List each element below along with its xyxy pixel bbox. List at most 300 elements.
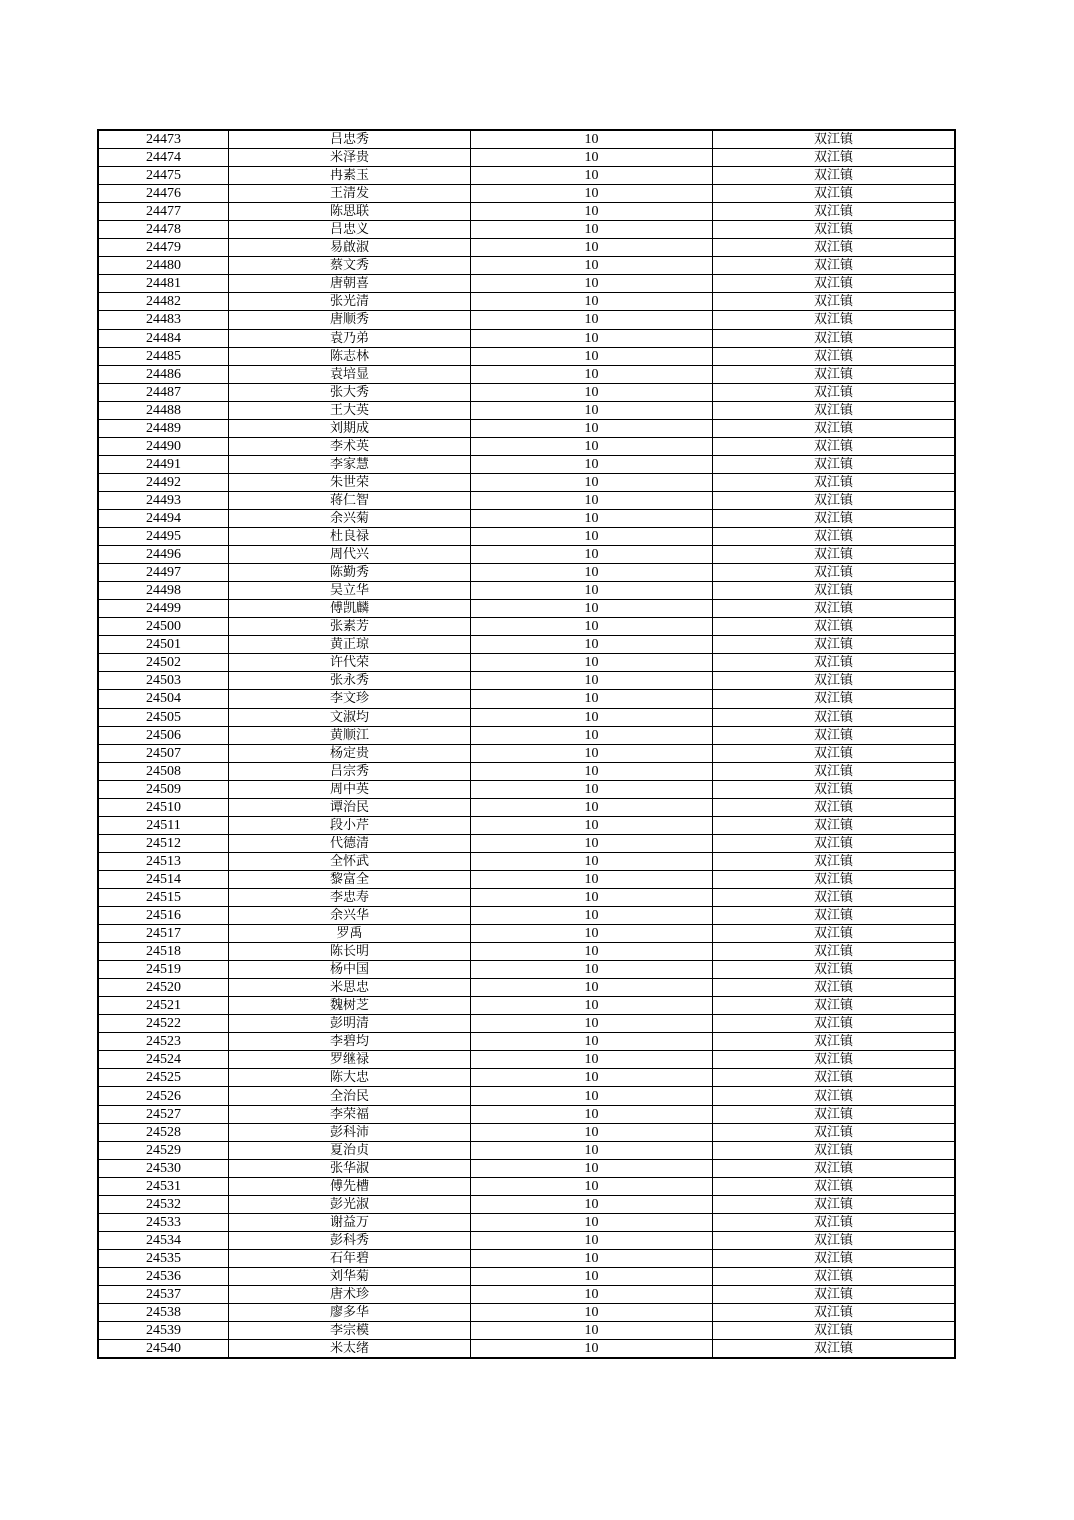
row-id-cell: 24514 <box>98 870 229 888</box>
table-row <box>98 780 955 798</box>
amount-cell: 10 <box>471 293 713 311</box>
name-cell: 吴立华 <box>229 582 471 600</box>
amount-cell: 10 <box>471 455 713 473</box>
town-cell: 双江镇 <box>713 1267 956 1285</box>
amount-cell: 10 <box>471 383 713 401</box>
amount-cell: 10 <box>471 1249 713 1267</box>
town-cell: 双江镇 <box>713 834 956 852</box>
table-row <box>98 564 955 582</box>
row-id-cell: 24477 <box>98 203 229 221</box>
name-cell: 傅凯麟 <box>229 600 471 618</box>
row-id-cell: 24519 <box>98 961 229 979</box>
town-cell: 双江镇 <box>713 564 956 582</box>
amount-cell: 10 <box>471 907 713 925</box>
row-id-cell: 24478 <box>98 221 229 239</box>
amount-cell: 10 <box>471 185 713 203</box>
table-row <box>98 582 955 600</box>
table-row <box>98 618 955 636</box>
row-id-cell: 24529 <box>98 1141 229 1159</box>
row-id-cell: 24539 <box>98 1322 229 1340</box>
table-row <box>98 690 955 708</box>
amount-cell: 10 <box>471 275 713 293</box>
table-row <box>98 1069 955 1087</box>
town-cell: 双江镇 <box>713 636 956 654</box>
table-row <box>98 347 955 365</box>
amount-cell: 10 <box>471 1304 713 1322</box>
name-cell: 李宗模 <box>229 1322 471 1340</box>
table-row <box>98 329 955 347</box>
town-cell: 双江镇 <box>713 997 956 1015</box>
name-cell: 吕忠义 <box>229 221 471 239</box>
town-cell: 双江镇 <box>713 1123 956 1141</box>
row-id-cell: 24503 <box>98 672 229 690</box>
name-cell: 唐朝喜 <box>229 275 471 293</box>
amount-cell: 10 <box>471 816 713 834</box>
name-cell: 廖多华 <box>229 1304 471 1322</box>
name-cell: 李文珍 <box>229 690 471 708</box>
row-id-cell: 24536 <box>98 1267 229 1285</box>
table-row <box>98 1141 955 1159</box>
table-row <box>98 1051 955 1069</box>
row-id-cell: 24515 <box>98 888 229 906</box>
amount-cell: 10 <box>471 509 713 527</box>
town-cell: 双江镇 <box>713 1069 956 1087</box>
table-row <box>98 961 955 979</box>
amount-cell: 10 <box>471 654 713 672</box>
table-row <box>98 672 955 690</box>
row-id-cell: 24535 <box>98 1249 229 1267</box>
row-id-cell: 24511 <box>98 816 229 834</box>
row-id-cell: 24521 <box>98 997 229 1015</box>
amount-cell: 10 <box>471 365 713 383</box>
amount-cell: 10 <box>471 852 713 870</box>
row-id-cell: 24506 <box>98 726 229 744</box>
amount-cell: 10 <box>471 419 713 437</box>
amount-cell: 10 <box>471 564 713 582</box>
town-cell: 双江镇 <box>713 1087 956 1105</box>
amount-cell: 10 <box>471 239 713 257</box>
amount-cell: 10 <box>471 582 713 600</box>
row-id-cell: 24496 <box>98 546 229 564</box>
amount-cell: 10 <box>471 726 713 744</box>
name-cell: 陈勤秀 <box>229 564 471 582</box>
row-id-cell: 24524 <box>98 1051 229 1069</box>
row-id-cell: 24481 <box>98 275 229 293</box>
town-cell: 双江镇 <box>713 437 956 455</box>
amount-cell: 10 <box>471 943 713 961</box>
amount-cell: 10 <box>471 888 713 906</box>
name-cell: 杨中国 <box>229 961 471 979</box>
table-row <box>98 798 955 816</box>
name-cell: 陈长明 <box>229 943 471 961</box>
town-cell: 双江镇 <box>713 1141 956 1159</box>
name-cell: 彭光淑 <box>229 1195 471 1213</box>
row-id-cell: 24518 <box>98 943 229 961</box>
amount-cell: 10 <box>471 311 713 329</box>
table-row <box>98 708 955 726</box>
table-row <box>98 636 955 654</box>
amount-cell: 10 <box>471 203 713 221</box>
amount-cell: 10 <box>471 473 713 491</box>
row-id-cell: 24490 <box>98 437 229 455</box>
table-row <box>98 852 955 870</box>
name-cell: 唐顺秀 <box>229 311 471 329</box>
amount-cell: 10 <box>471 130 713 149</box>
row-id-cell: 24512 <box>98 834 229 852</box>
town-cell: 双江镇 <box>713 888 956 906</box>
town-cell: 双江镇 <box>713 780 956 798</box>
amount-cell: 10 <box>471 329 713 347</box>
name-cell: 吕忠秀 <box>229 130 471 149</box>
table-body <box>98 130 955 1358</box>
table-row <box>98 600 955 618</box>
name-cell: 石年碧 <box>229 1249 471 1267</box>
name-cell: 李忠寿 <box>229 888 471 906</box>
row-id-cell: 24504 <box>98 690 229 708</box>
name-cell: 刘期成 <box>229 419 471 437</box>
row-id-cell: 24507 <box>98 744 229 762</box>
row-id-cell: 24499 <box>98 600 229 618</box>
row-id-cell: 24487 <box>98 383 229 401</box>
town-cell: 双江镇 <box>713 870 956 888</box>
amount-cell: 10 <box>471 1051 713 1069</box>
row-id-cell: 24497 <box>98 564 229 582</box>
amount-cell: 10 <box>471 1267 713 1285</box>
town-cell: 双江镇 <box>713 509 956 527</box>
name-cell: 朱世荣 <box>229 473 471 491</box>
town-cell: 双江镇 <box>713 528 956 546</box>
amount-cell: 10 <box>471 744 713 762</box>
amount-cell: 10 <box>471 979 713 997</box>
row-id-cell: 24495 <box>98 528 229 546</box>
name-cell: 唐术珍 <box>229 1286 471 1304</box>
town-cell: 双江镇 <box>713 383 956 401</box>
amount-cell: 10 <box>471 1123 713 1141</box>
name-cell: 许代荣 <box>229 654 471 672</box>
table-row <box>98 167 955 185</box>
row-id-cell: 24484 <box>98 329 229 347</box>
amount-cell: 10 <box>471 870 713 888</box>
town-cell: 双江镇 <box>713 546 956 564</box>
amount-cell: 10 <box>471 401 713 419</box>
amount-cell: 10 <box>471 491 713 509</box>
name-cell: 罗禹 <box>229 925 471 943</box>
table-row <box>98 1286 955 1304</box>
amount-cell: 10 <box>471 834 713 852</box>
table-row <box>98 907 955 925</box>
name-cell: 周代兴 <box>229 546 471 564</box>
row-id-cell: 24479 <box>98 239 229 257</box>
amount-cell: 10 <box>471 1213 713 1231</box>
town-cell: 双江镇 <box>713 365 956 383</box>
town-cell: 双江镇 <box>713 672 956 690</box>
name-cell: 刘华菊 <box>229 1267 471 1285</box>
name-cell: 彭明清 <box>229 1015 471 1033</box>
name-cell: 袁乃弟 <box>229 329 471 347</box>
table-row <box>98 221 955 239</box>
town-cell: 双江镇 <box>713 943 956 961</box>
town-cell: 双江镇 <box>713 491 956 509</box>
amount-cell: 10 <box>471 618 713 636</box>
table-row <box>98 1195 955 1213</box>
table-row <box>98 1015 955 1033</box>
amount-cell: 10 <box>471 1177 713 1195</box>
town-cell: 双江镇 <box>713 600 956 618</box>
amount-cell: 10 <box>471 600 713 618</box>
table-row <box>98 149 955 167</box>
table-row <box>98 419 955 437</box>
town-cell: 双江镇 <box>713 744 956 762</box>
table-row <box>98 455 955 473</box>
row-id-cell: 24538 <box>98 1304 229 1322</box>
name-cell: 杨定贵 <box>229 744 471 762</box>
name-cell: 杜良禄 <box>229 528 471 546</box>
table-row <box>98 1087 955 1105</box>
row-id-cell: 24482 <box>98 293 229 311</box>
town-cell: 双江镇 <box>713 455 956 473</box>
name-cell: 文淑均 <box>229 708 471 726</box>
row-id-cell: 24494 <box>98 509 229 527</box>
town-cell: 双江镇 <box>713 816 956 834</box>
table-row <box>98 509 955 527</box>
table-row <box>98 870 955 888</box>
row-id-cell: 24502 <box>98 654 229 672</box>
row-id-cell: 24534 <box>98 1231 229 1249</box>
table-row <box>98 762 955 780</box>
name-cell: 陈思联 <box>229 203 471 221</box>
table-row <box>98 491 955 509</box>
name-cell: 代德清 <box>229 834 471 852</box>
amount-cell: 10 <box>471 1033 713 1051</box>
name-cell: 袁培显 <box>229 365 471 383</box>
amount-cell: 10 <box>471 1340 713 1359</box>
table-row <box>98 925 955 943</box>
town-cell: 双江镇 <box>713 275 956 293</box>
row-id-cell: 24491 <box>98 455 229 473</box>
name-cell: 谭治民 <box>229 798 471 816</box>
name-cell: 陈志林 <box>229 347 471 365</box>
row-id-cell: 24531 <box>98 1177 229 1195</box>
amount-cell: 10 <box>471 1159 713 1177</box>
row-id-cell: 24532 <box>98 1195 229 1213</box>
table-row <box>98 311 955 329</box>
table-row <box>98 816 955 834</box>
name-cell: 易啟淑 <box>229 239 471 257</box>
town-cell: 双江镇 <box>713 961 956 979</box>
name-cell: 罗继禄 <box>229 1051 471 1069</box>
table-row <box>98 1267 955 1285</box>
name-cell: 张素芳 <box>229 618 471 636</box>
table-row <box>98 744 955 762</box>
name-cell: 米太绪 <box>229 1340 471 1359</box>
town-cell: 双江镇 <box>713 185 956 203</box>
name-cell: 张光清 <box>229 293 471 311</box>
town-cell: 双江镇 <box>713 708 956 726</box>
row-id-cell: 24480 <box>98 257 229 275</box>
table-row <box>98 257 955 275</box>
name-cell: 冉素玉 <box>229 167 471 185</box>
name-cell: 李术英 <box>229 437 471 455</box>
amount-cell: 10 <box>471 1087 713 1105</box>
amount-cell: 10 <box>471 1069 713 1087</box>
row-id-cell: 24530 <box>98 1159 229 1177</box>
row-id-cell: 24474 <box>98 149 229 167</box>
row-id-cell: 24516 <box>98 907 229 925</box>
town-cell: 双江镇 <box>713 1322 956 1340</box>
town-cell: 双江镇 <box>713 130 956 149</box>
amount-cell: 10 <box>471 997 713 1015</box>
table-row <box>98 383 955 401</box>
row-id-cell: 24473 <box>98 130 229 149</box>
table-row <box>98 275 955 293</box>
town-cell: 双江镇 <box>713 203 956 221</box>
town-cell: 双江镇 <box>713 907 956 925</box>
table-row <box>98 1123 955 1141</box>
name-cell: 黎富全 <box>229 870 471 888</box>
amount-cell: 10 <box>471 167 713 185</box>
row-id-cell: 24492 <box>98 473 229 491</box>
amount-cell: 10 <box>471 708 713 726</box>
amount-cell: 10 <box>471 1141 713 1159</box>
table-row <box>98 654 955 672</box>
row-id-cell: 24508 <box>98 762 229 780</box>
amount-cell: 10 <box>471 672 713 690</box>
row-id-cell: 24486 <box>98 365 229 383</box>
table-row <box>98 437 955 455</box>
row-id-cell: 24483 <box>98 311 229 329</box>
table-row <box>98 1033 955 1051</box>
town-cell: 双江镇 <box>713 979 956 997</box>
amount-cell: 10 <box>471 1015 713 1033</box>
amount-cell: 10 <box>471 257 713 275</box>
table-row <box>98 528 955 546</box>
amount-cell: 10 <box>471 1322 713 1340</box>
row-id-cell: 24540 <box>98 1340 229 1359</box>
name-cell: 张永秀 <box>229 672 471 690</box>
town-cell: 双江镇 <box>713 618 956 636</box>
town-cell: 双江镇 <box>713 1159 956 1177</box>
amount-cell: 10 <box>471 528 713 546</box>
table-row <box>98 546 955 564</box>
table-row <box>98 1159 955 1177</box>
row-id-cell: 24489 <box>98 419 229 437</box>
name-cell: 彭科沛 <box>229 1123 471 1141</box>
name-cell: 陈大忠 <box>229 1069 471 1087</box>
table-row <box>98 130 955 149</box>
town-cell: 双江镇 <box>713 257 956 275</box>
table-row <box>98 1322 955 1340</box>
town-cell: 双江镇 <box>713 1286 956 1304</box>
row-id-cell: 24500 <box>98 618 229 636</box>
name-cell: 段小芹 <box>229 816 471 834</box>
row-id-cell: 24523 <box>98 1033 229 1051</box>
town-cell: 双江镇 <box>713 1015 956 1033</box>
town-cell: 双江镇 <box>713 690 956 708</box>
name-cell: 彭科秀 <box>229 1231 471 1249</box>
table-row <box>98 1177 955 1195</box>
table-row <box>98 473 955 491</box>
town-cell: 双江镇 <box>713 1033 956 1051</box>
name-cell: 余兴菊 <box>229 509 471 527</box>
name-cell: 李家慧 <box>229 455 471 473</box>
row-id-cell: 24527 <box>98 1105 229 1123</box>
amount-cell: 10 <box>471 1286 713 1304</box>
row-id-cell: 24510 <box>98 798 229 816</box>
name-cell: 李碧均 <box>229 1033 471 1051</box>
amount-cell: 10 <box>471 149 713 167</box>
town-cell: 双江镇 <box>713 762 956 780</box>
table-row <box>98 888 955 906</box>
town-cell: 双江镇 <box>713 925 956 943</box>
town-cell: 双江镇 <box>713 293 956 311</box>
row-id-cell: 24537 <box>98 1286 229 1304</box>
town-cell: 双江镇 <box>713 149 956 167</box>
town-cell: 双江镇 <box>713 582 956 600</box>
name-cell: 王大英 <box>229 401 471 419</box>
amount-cell: 10 <box>471 1231 713 1249</box>
town-cell: 双江镇 <box>713 167 956 185</box>
town-cell: 双江镇 <box>713 1051 956 1069</box>
data-table <box>97 129 956 1359</box>
amount-cell: 10 <box>471 437 713 455</box>
table-row <box>98 979 955 997</box>
row-id-cell: 24498 <box>98 582 229 600</box>
row-id-cell: 24517 <box>98 925 229 943</box>
row-id-cell: 24513 <box>98 852 229 870</box>
town-cell: 双江镇 <box>713 311 956 329</box>
row-id-cell: 24505 <box>98 708 229 726</box>
table-row <box>98 834 955 852</box>
name-cell: 黄正琼 <box>229 636 471 654</box>
row-id-cell: 24501 <box>98 636 229 654</box>
row-id-cell: 24475 <box>98 167 229 185</box>
town-cell: 双江镇 <box>713 798 956 816</box>
row-id-cell: 24525 <box>98 1069 229 1087</box>
town-cell: 双江镇 <box>713 1177 956 1195</box>
name-cell: 全治民 <box>229 1087 471 1105</box>
name-cell: 吕宗秀 <box>229 762 471 780</box>
table-row <box>98 365 955 383</box>
amount-cell: 10 <box>471 546 713 564</box>
amount-cell: 10 <box>471 961 713 979</box>
amount-cell: 10 <box>471 347 713 365</box>
name-cell: 傅先槽 <box>229 1177 471 1195</box>
town-cell: 双江镇 <box>713 473 956 491</box>
name-cell: 李荣福 <box>229 1105 471 1123</box>
table-row <box>98 185 955 203</box>
town-cell: 双江镇 <box>713 221 956 239</box>
row-id-cell: 24533 <box>98 1213 229 1231</box>
table-row <box>98 997 955 1015</box>
table-row <box>98 726 955 744</box>
amount-cell: 10 <box>471 925 713 943</box>
name-cell: 谢益万 <box>229 1213 471 1231</box>
amount-cell: 10 <box>471 690 713 708</box>
town-cell: 双江镇 <box>713 1249 956 1267</box>
row-id-cell: 24520 <box>98 979 229 997</box>
table-row <box>98 1340 955 1359</box>
name-cell: 周中英 <box>229 780 471 798</box>
name-cell: 张华淑 <box>229 1159 471 1177</box>
table-row <box>98 1231 955 1249</box>
town-cell: 双江镇 <box>713 654 956 672</box>
name-cell: 魏树芝 <box>229 997 471 1015</box>
town-cell: 双江镇 <box>713 1105 956 1123</box>
name-cell: 王清发 <box>229 185 471 203</box>
table-row <box>98 239 955 257</box>
table-row <box>98 203 955 221</box>
town-cell: 双江镇 <box>713 347 956 365</box>
